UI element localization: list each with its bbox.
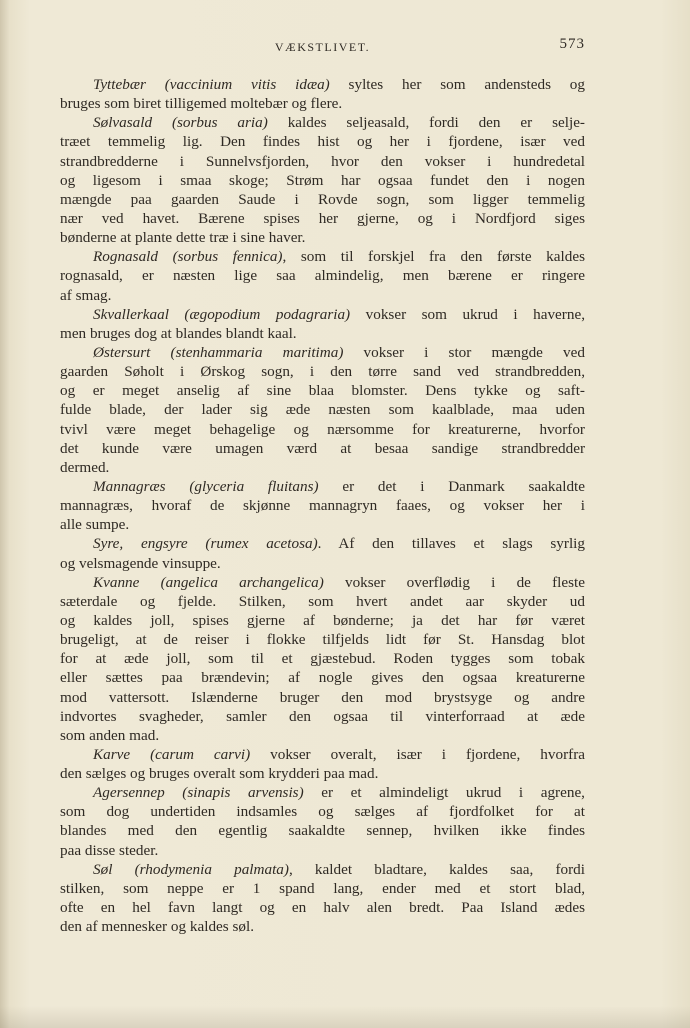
plant-name: Agersennep (sinapis arvensis) — [93, 784, 304, 802]
text-line — [60, 630, 585, 649]
text-line — [60, 841, 585, 860]
text-line — [60, 898, 585, 917]
text-line — [60, 113, 585, 132]
text-line — [60, 649, 585, 668]
line-text: fulde blade, der lader sig æde næsten som kaalblade, maa uden — [60, 401, 585, 419]
paragraph — [60, 745, 585, 783]
line-text: stilken, som neppe er 1 spand lang, ender med et stort blad, — [60, 879, 585, 897]
text-line — [60, 496, 585, 515]
text-line — [60, 879, 585, 898]
line-text: den sælges og bruges overalt som krydderi paa mad. — [60, 765, 379, 783]
text-line — [60, 917, 585, 936]
plant-name: Syre, engsyre (rumex acetosa) — [93, 535, 318, 553]
plant-name: Tyttebær (vaccinium vitis idæa) — [93, 76, 330, 93]
text-line — [60, 688, 585, 707]
line-text: bønderne at plante dette træ i sine haver. — [60, 229, 306, 247]
paragraph — [60, 860, 585, 937]
text-line — [60, 209, 585, 228]
text-line — [60, 802, 585, 821]
text-line — [60, 305, 585, 324]
line-text: dermed. — [60, 458, 110, 476]
text-line — [60, 860, 585, 879]
text-line — [60, 132, 585, 151]
line-text: sæterdale og fjelde. Stilken, som hvert andet aar skyder ud — [60, 592, 585, 610]
line-text: er det i Danmark saakaldte — [318, 477, 585, 495]
line-text: vokser som ukrud i haverne, — [350, 305, 585, 323]
line-text: alle sumpe. — [60, 516, 130, 534]
text-line — [60, 611, 585, 630]
plant-name: Østersurt (stenhammaria maritima) — [93, 343, 344, 361]
text-line — [60, 420, 585, 439]
text-line — [60, 554, 585, 573]
text-line — [60, 764, 585, 783]
text-line — [60, 726, 585, 745]
line-text: men bruges dog at blandes blandt kaal. — [60, 324, 297, 342]
book-spine-shadow — [0, 0, 10, 1028]
paragraph — [60, 305, 585, 343]
line-text: er et almindeligt ukrud i agrene, — [303, 784, 585, 802]
line-text: ofte en hel favn langt og en halv alen bredt. Paa Island ædes — [60, 899, 585, 917]
paragraph — [60, 247, 585, 304]
line-text: rognasald, er næsten lige saa almindelig, men bærene er ringere — [60, 267, 585, 285]
line-text: og velsmagende vinsuppe. — [60, 554, 221, 572]
line-text: og ligesom i smaa skoge; Strøm har ogsaa fundet den i nogen — [60, 171, 585, 189]
plant-name: Karve (carum carvi) — [93, 745, 251, 763]
text-line — [60, 477, 585, 496]
line-text: strandbredderne i Sunnelvsfjorden, hvor den vokser i hundredetal — [60, 152, 585, 170]
text-line — [60, 783, 585, 802]
text-line — [60, 821, 585, 840]
line-text: mængde paa gaarden Saude i Rovde sogn, som ligger temmelig — [60, 190, 585, 208]
line-text: brugeligt, at de reiser i flokke tilfjelds lidt før St. Hansdag blot — [60, 631, 585, 649]
line-text: af smag. — [60, 286, 112, 304]
paragraph — [60, 113, 585, 247]
plant-name: Skvallerkaal (ægopodium podagraria) — [93, 305, 351, 323]
line-text: mod vattersott. Islænderne bruger den mod brystsyge og andre — [60, 688, 585, 706]
text-line — [60, 458, 585, 477]
text-line — [60, 343, 585, 362]
paragraph — [60, 783, 585, 860]
line-text: bruges som biret tilligemed moltebær og flere. — [60, 95, 343, 113]
text-line — [60, 171, 585, 190]
line-text: syltes her som andensteds og — [329, 76, 585, 93]
line-text: tvivl være meget behagelige og nærsomme for kreaturerne, hvorfor — [60, 420, 585, 438]
page-header — [60, 36, 585, 56]
line-text: eller sættes paa brændevin; af nogle gives den ogsaa kreaturerne — [60, 669, 585, 687]
plant-name: Mannagræs (glyceria fluitans) — [93, 477, 319, 495]
paragraph — [60, 75, 585, 113]
line-text: nær ved havet. Bærene spises her gjerne, og i Nordfjord siges — [60, 209, 585, 227]
text-line — [60, 381, 585, 400]
text-line — [60, 534, 585, 553]
line-text: . Af den tillaves et slags syrlig — [317, 535, 585, 553]
plant-name: Søl (rhodymenia palmata) — [93, 860, 289, 878]
page-number: 573 — [559, 36, 585, 52]
plant-name: Sølvasald (sorbus aria) — [93, 114, 268, 132]
text-line — [60, 707, 585, 726]
line-text: paa disse steder. — [60, 841, 159, 859]
text-line — [60, 400, 585, 419]
page-body — [60, 75, 585, 936]
page-bottom-shadow — [0, 1006, 690, 1028]
line-text: mannagræs, hvoraf de skjønne mannagryn faaes, og vokser her i — [60, 497, 585, 515]
text-line — [60, 324, 585, 343]
paragraph — [60, 534, 585, 572]
line-text: blandes med den egentlig saakaldte sennep, hvilken ikke findes — [60, 822, 585, 840]
line-text: , kaldet bladtare, kaldes saa, fordi — [288, 860, 585, 878]
line-text: som dog undertiden indsamles og sælges af fjordfolket for at — [60, 803, 585, 821]
line-text: for at æde joll, som til et gjæstebud. Roden tygges som tobak — [60, 650, 585, 668]
paragraph — [60, 573, 585, 745]
text-line — [60, 745, 585, 764]
plant-name: Kvanne (angelica archangelica) — [93, 573, 324, 591]
running-title: VÆKSTLIVET. — [274, 40, 371, 54]
line-text: , som til forskjel fra den første kaldes — [282, 248, 585, 266]
text-line — [60, 228, 585, 247]
text-line — [60, 94, 585, 113]
line-text: som anden mad. — [60, 726, 160, 744]
line-text: vokser i stor mængde ved — [343, 343, 585, 361]
plant-name: Rognasald (sorbus fennica) — [93, 248, 283, 266]
line-text: vokser overflødig i de fleste — [323, 573, 585, 591]
line-text: og er meget anselig af sine blaa blomster. Dens tykke og saft- — [60, 382, 585, 400]
line-text: gaarden Søholt i Ørskog sogn, i den tørre sand ved strandbredden, — [60, 363, 585, 381]
text-line — [60, 668, 585, 687]
line-text: vokser overalt, især i fjordene, hvorfra — [250, 745, 585, 763]
text-line — [60, 515, 585, 534]
text-line — [60, 286, 585, 305]
text-line — [60, 152, 585, 171]
paragraph — [60, 477, 585, 534]
text-line — [60, 439, 585, 458]
text-line — [60, 266, 585, 285]
line-text: og kaldes joll, spises gjerne af bønderne; ja det har før været — [60, 611, 585, 629]
text-line — [60, 247, 585, 266]
text-line — [60, 592, 585, 611]
text-line — [60, 75, 585, 94]
text-line — [60, 573, 585, 592]
line-text: det kunde være umagen værd at besaa sandige strandbredder — [60, 439, 585, 457]
line-text: kaldes seljeasald, fordi den er selje- — [267, 114, 585, 132]
text-line — [60, 190, 585, 209]
line-text: indvortes svagheder, samler den ogsaa til vinterforraad at æde — [60, 707, 585, 725]
text-line — [60, 362, 585, 381]
line-text: den af mennesker og kaldes søl. — [60, 918, 255, 936]
paragraph — [60, 343, 585, 477]
line-text: træet temmelig lig. Den findes hist og her i fjordene, især ved — [60, 133, 585, 151]
